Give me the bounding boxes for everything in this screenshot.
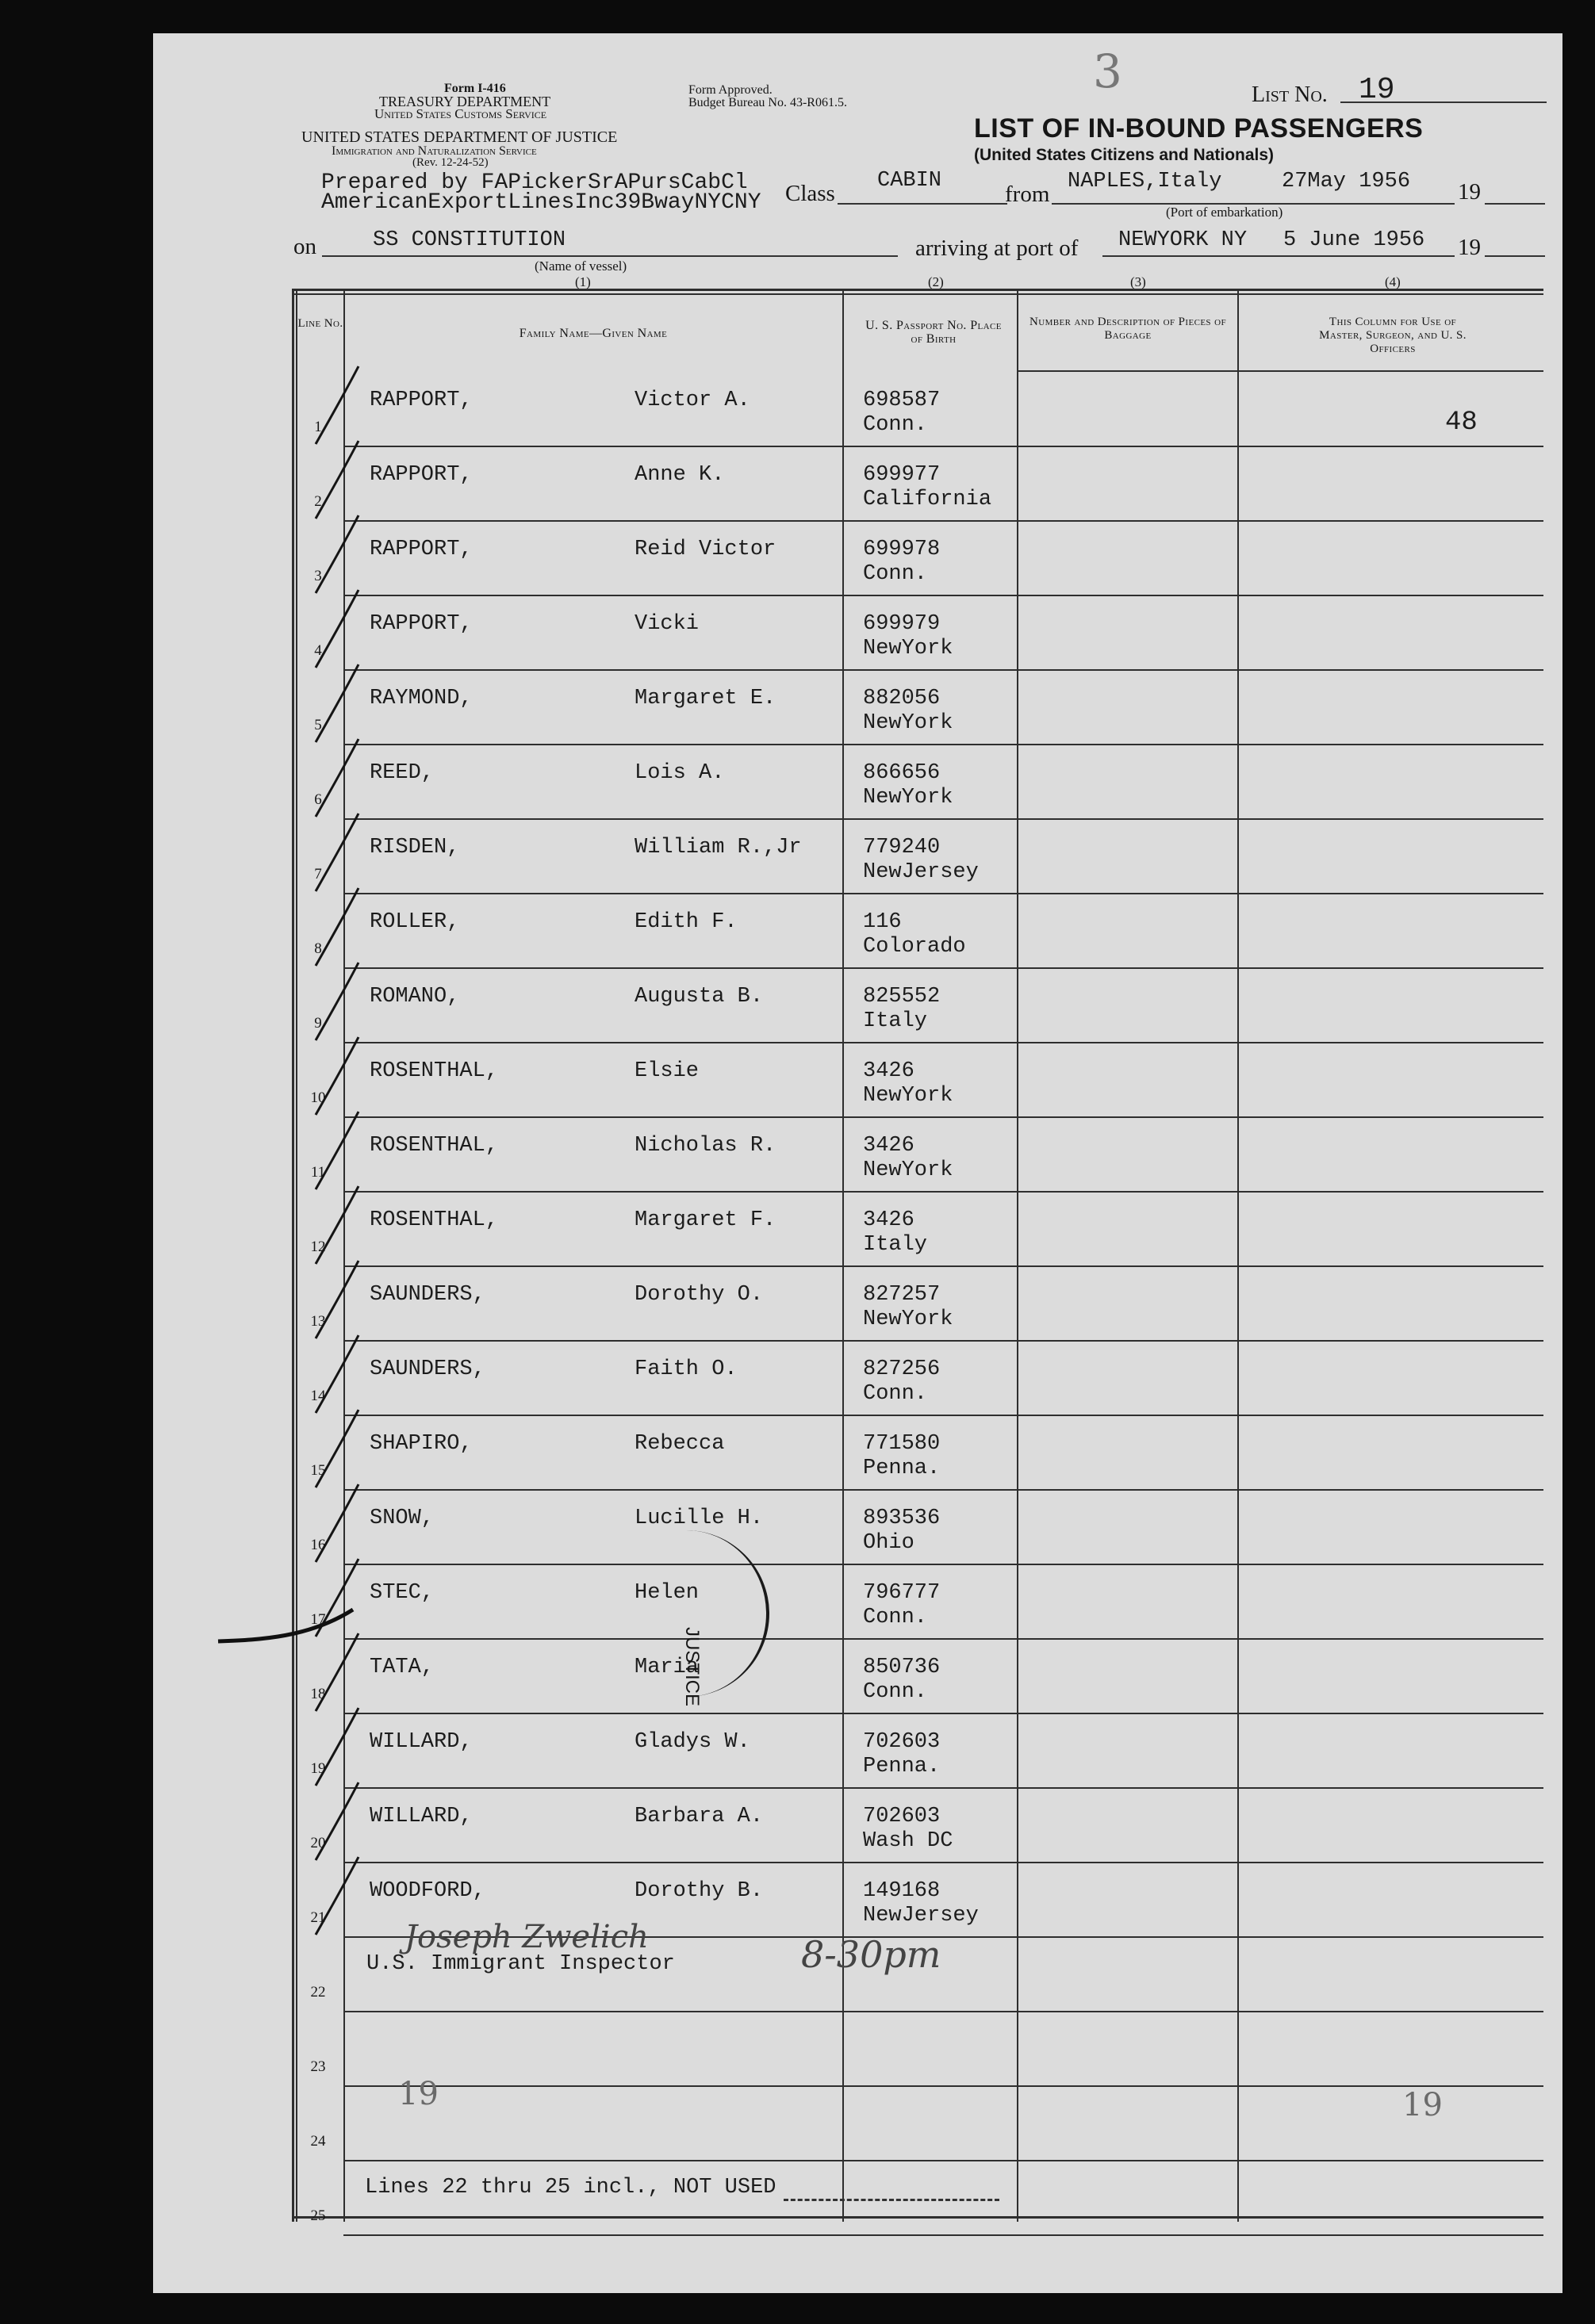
col-number-1: (1) <box>575 274 591 289</box>
document-subtitle: (United States Citizens and Nationals) <box>974 146 1275 164</box>
passport-number: 3426 <box>863 1059 914 1083</box>
inspector-label: U.S. Immigrant Inspector <box>366 1952 675 1976</box>
passport-number: 771580 <box>863 1432 941 1456</box>
family-name: STEC, <box>370 1581 435 1605</box>
family-name: WILLARD, <box>370 1805 473 1828</box>
row-divider <box>343 1116 1543 1118</box>
family-name: RAPPORT, <box>370 612 473 636</box>
given-name: Victor A. <box>635 389 750 412</box>
passport-number: 893536 <box>863 1507 941 1530</box>
given-name: Helen <box>635 1581 700 1605</box>
given-name: Margaret F. <box>635 1208 776 1232</box>
line-number: 9 <box>314 1015 322 1032</box>
place-of-birth: NewJersey <box>863 860 979 884</box>
family-name: SAUNDERS, <box>370 1357 485 1381</box>
prepared-by-line2: AmericanExportLinesInc39BwayNYCNY <box>321 190 761 215</box>
line-number: 13 <box>310 1313 326 1330</box>
arrival-date: 5 June 1956 <box>1283 228 1425 252</box>
family-name: REED, <box>370 761 435 785</box>
col-header-name: Family Name—Given Name <box>519 327 668 340</box>
row-divider <box>343 967 1543 969</box>
passport-number: 699978 <box>863 538 941 561</box>
place-of-birth: Colorado <box>863 935 966 959</box>
corner-mark: 3 <box>1093 44 1122 98</box>
passport-number: 882056 <box>863 687 941 710</box>
place-of-birth: Conn. <box>863 1382 928 1406</box>
col-header-line-no: Line No. <box>297 317 343 330</box>
given-name: William R.,Jr <box>635 836 802 860</box>
col-number-2: (2) <box>928 274 944 289</box>
row-divider <box>343 1862 1543 1863</box>
given-name: Lois A. <box>635 761 725 785</box>
row-divider <box>343 1787 1543 1789</box>
line-number: 16 <box>310 1537 326 1553</box>
row-divider <box>343 595 1543 596</box>
given-name: Elsie <box>635 1059 700 1083</box>
given-name: Anne K. <box>635 463 725 487</box>
prepared-by-line1: Prepared by FAPickerSrAPursCabCl <box>321 170 748 195</box>
col-header-passport: U. S. Passport No. Place of Birth <box>865 319 1002 346</box>
given-name: Augusta B. <box>635 985 764 1009</box>
row-divider <box>343 744 1543 745</box>
line-number: 11 <box>310 1164 326 1181</box>
row-divider <box>343 1042 1543 1043</box>
row-divider <box>343 1191 1543 1193</box>
row-divider <box>343 2011 1543 2012</box>
page-mark-left: 19 <box>398 2076 439 2112</box>
line-number: 23 <box>310 2058 326 2075</box>
given-name: Barbara A. <box>635 1805 764 1828</box>
family-name: WILLARD, <box>370 1730 473 1754</box>
given-name: Lucille H. <box>635 1507 764 1530</box>
class-value: CABIN <box>877 169 942 193</box>
line-number: 18 <box>310 1686 326 1702</box>
given-name: Dorothy O. <box>635 1283 764 1307</box>
place-of-birth: NewYork <box>863 637 953 660</box>
given-name: Gladys W. <box>635 1730 750 1754</box>
row-divider <box>343 1489 1543 1491</box>
place-of-birth: California <box>863 488 992 511</box>
line-number: 8 <box>314 940 322 957</box>
passport-number: 866656 <box>863 761 941 785</box>
line-number: 5 <box>314 717 322 733</box>
row-divider <box>343 1713 1543 1714</box>
doj-heading: UNITED STATES DEPARTMENT OF JUSTICE <box>301 128 618 146</box>
on-label: on <box>293 234 316 259</box>
line-number: 12 <box>310 1239 326 1255</box>
passport-number: 825552 <box>863 985 941 1009</box>
family-name: SAUNDERS, <box>370 1283 485 1307</box>
place-of-birth: NewYork <box>863 711 953 735</box>
line-number: 1 <box>314 419 322 435</box>
list-no-label: List No. <box>1252 82 1328 107</box>
embarkation-port: NAPLES,Italy <box>1068 170 1222 193</box>
given-name: Vicki <box>635 612 700 636</box>
budget-bureau: Budget Bureau No. 43-R061.5. <box>688 96 847 109</box>
col-number-4: (4) <box>1385 274 1401 289</box>
row-divider <box>343 669 1543 671</box>
place-of-birth: NewYork <box>863 1158 953 1182</box>
arriving-label: arriving at port of <box>915 235 1079 261</box>
from-label: from <box>1005 182 1050 207</box>
place-of-birth: Penna. <box>863 1755 941 1778</box>
family-name: RAPPORT, <box>370 463 473 487</box>
ins-heading: Immigration and Naturalization Service <box>332 144 537 158</box>
place-of-birth: NewJersey <box>863 1904 979 1928</box>
line-number: 3 <box>314 568 322 584</box>
place-of-birth: Conn. <box>863 1606 928 1629</box>
family-name: ROSENTHAL, <box>370 1208 499 1232</box>
family-name: ROSENTHAL, <box>370 1134 499 1158</box>
officer-note: 48 <box>1445 408 1478 438</box>
line-number: 14 <box>310 1388 326 1404</box>
family-name: RAPPORT, <box>370 389 473 412</box>
line-number: 4 <box>314 642 322 659</box>
form-number: Form I-416 <box>444 82 506 95</box>
col-number-3: (3) <box>1130 274 1146 289</box>
place-of-birth: Italy <box>863 1009 928 1033</box>
passport-number: 796777 <box>863 1581 941 1605</box>
customs-service: United States Customs Service <box>374 106 547 121</box>
line-number: 20 <box>310 1835 326 1851</box>
given-name: Edith F. <box>635 910 738 934</box>
year-prefix-2: 19 <box>1458 235 1481 260</box>
embarkation-date: 27May 1956 <box>1282 170 1411 193</box>
row-divider <box>343 520 1543 522</box>
passport-number: 702603 <box>863 1730 941 1754</box>
given-name: Maria <box>635 1656 700 1679</box>
line-number: 24 <box>310 2133 326 2150</box>
passport-number: 3426 <box>863 1134 914 1158</box>
row-divider <box>343 1638 1543 1640</box>
given-name: Nicholas R. <box>635 1134 776 1158</box>
place-of-birth: Penna. <box>863 1457 941 1480</box>
passport-number: 779240 <box>863 836 941 860</box>
margin-pen-mark <box>214 1602 357 1649</box>
col-header-officers: This Column for Use of Master, Surgeon, and U. S. Officers <box>1319 316 1467 355</box>
vessel-name: SS CONSTITUTION <box>373 228 566 252</box>
given-name: Rebecca <box>635 1432 725 1456</box>
line-number: 19 <box>310 1760 326 1777</box>
year-prefix: 19 <box>1458 179 1481 205</box>
inspector-signature: Joseph Zwelich <box>405 1919 649 1955</box>
not-used-note: Lines 22 thru 25 incl., NOT USED <box>365 2176 776 2200</box>
passport-number: 3426 <box>863 1208 914 1232</box>
place-of-birth: Conn. <box>863 413 928 437</box>
row-divider <box>343 446 1543 447</box>
family-name: WOODFORD, <box>370 1879 485 1903</box>
given-name: Margaret E. <box>635 687 776 710</box>
place-of-birth: Italy <box>863 1233 928 1257</box>
place-of-birth: NewYork <box>863 1307 953 1331</box>
not-used-dashes <box>784 2175 999 2201</box>
line-number: 25 <box>310 2207 326 2224</box>
row-divider <box>343 2160 1543 2161</box>
row-divider <box>343 2234 1543 2236</box>
passport-number: 116 <box>863 910 902 934</box>
place-of-birth: Conn. <box>863 1680 928 1704</box>
family-name: TATA, <box>370 1656 435 1679</box>
line-number: 10 <box>310 1089 326 1106</box>
family-name: SHAPIRO, <box>370 1432 473 1456</box>
given-name: Reid Victor <box>635 538 776 561</box>
line-number: 7 <box>314 866 322 883</box>
line-number: 15 <box>310 1462 326 1479</box>
row-divider <box>343 893 1543 894</box>
check-mark <box>309 1855 365 1943</box>
document-title: LIST OF IN-BOUND PASSENGERS <box>974 113 1424 144</box>
embarkation-caption: (Port of embarkation) <box>1166 205 1283 220</box>
list-number: 19 <box>1359 73 1395 107</box>
line-number: 22 <box>310 1984 326 2000</box>
given-name: Dorothy B. <box>635 1879 764 1903</box>
family-name: SNOW, <box>370 1507 435 1530</box>
place-of-birth: NewYork <box>863 1084 953 1108</box>
line-number: 2 <box>314 493 322 510</box>
row-divider <box>343 1340 1543 1342</box>
passport-number: 699977 <box>863 463 941 487</box>
place-of-birth: NewYork <box>863 786 953 810</box>
passport-number: 699979 <box>863 612 941 636</box>
line-number: 21 <box>310 1909 326 1926</box>
class-label: Class <box>785 181 835 206</box>
passport-number: 149168 <box>863 1879 941 1903</box>
col-header-baggage: Number and Description of Pieces of Baggage <box>1029 316 1226 342</box>
justice-stamp-text: JUSTICE <box>681 1627 703 1707</box>
family-name: RISDEN, <box>370 836 460 860</box>
inspector-time: 8-30pm <box>801 1933 941 1976</box>
page-mark-right: 19 <box>1402 2087 1443 2123</box>
line-number: 17 <box>310 1611 326 1628</box>
row-divider <box>343 1265 1543 1267</box>
row-divider <box>343 2085 1543 2087</box>
vessel-caption: (Name of vessel) <box>535 258 627 274</box>
form-approved: Form Approved. <box>688 83 773 97</box>
place-of-birth: Ohio <box>863 1531 914 1555</box>
place-of-birth: Wash DC <box>863 1829 953 1853</box>
row-divider <box>343 818 1543 820</box>
passport-number: 702603 <box>863 1805 941 1828</box>
passport-number: 827257 <box>863 1283 941 1307</box>
line-number: 6 <box>314 791 322 808</box>
family-name: RAYMOND, <box>370 687 473 710</box>
place-of-birth: Conn. <box>863 562 928 586</box>
passport-number: 850736 <box>863 1656 941 1679</box>
arrival-port: NEWYORK NY <box>1118 228 1248 252</box>
family-name: ROMANO, <box>370 985 460 1009</box>
passport-number: 698587 <box>863 389 941 412</box>
family-name: ROSENTHAL, <box>370 1059 499 1083</box>
department-name: TREASURY DEPARTMENT <box>379 94 551 109</box>
revision-date: (Rev. 12-24-52) <box>412 156 489 169</box>
row-divider <box>343 1415 1543 1416</box>
given-name: Faith O. <box>635 1357 738 1381</box>
passport-number: 827256 <box>863 1357 941 1381</box>
family-name: ROLLER, <box>370 910 460 934</box>
family-name: RAPPORT, <box>370 538 473 561</box>
row-divider <box>343 1564 1543 1565</box>
